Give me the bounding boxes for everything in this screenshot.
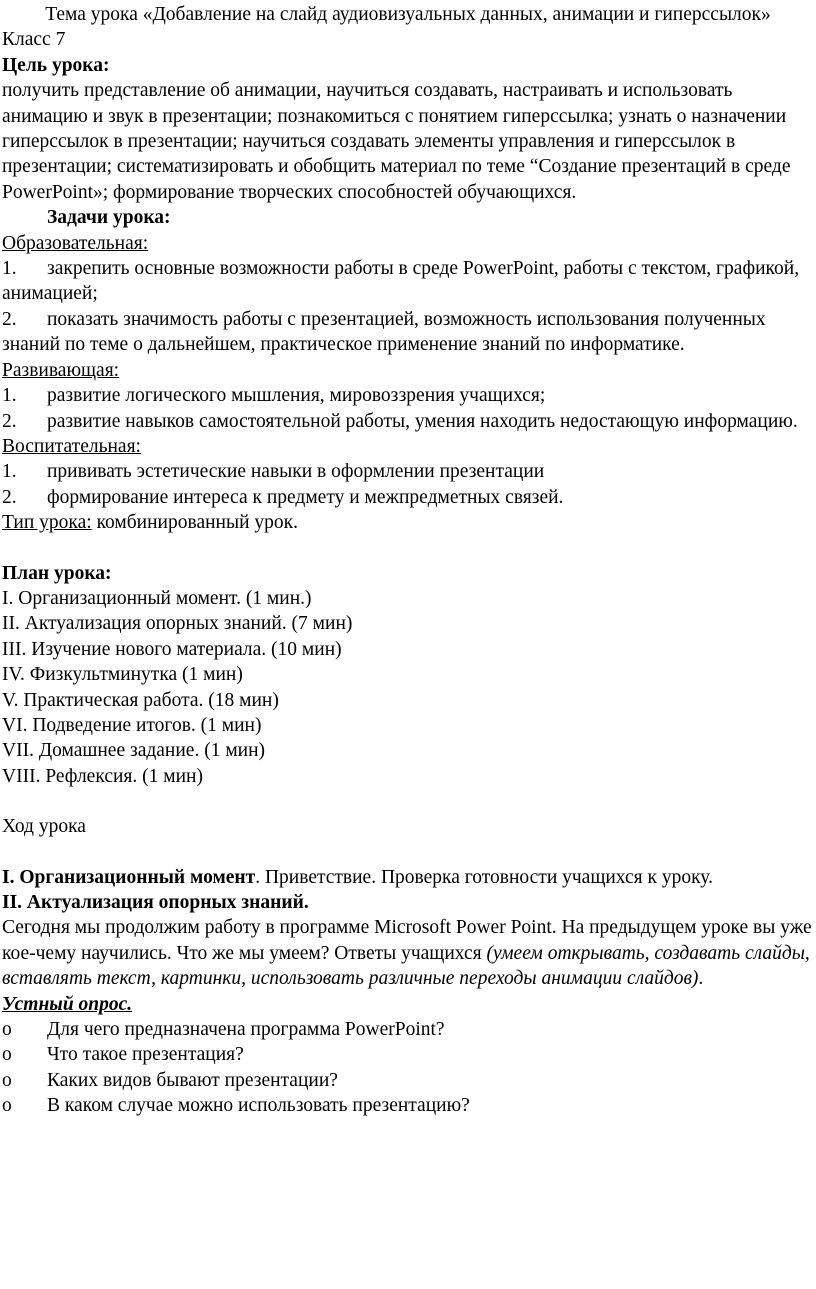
page-title: Тема урока «Добавление на слайд аудиовизуальных данных, анимации и гиперссылок»	[45, 4, 771, 25]
upbringing-label: Воспитательная:	[2, 435, 141, 457]
question-item: o Каких видов бывают презентации?	[2, 1069, 338, 1091]
course-heading: Ход урока	[2, 816, 86, 838]
list-item: 1. прививать эстетические навыки в оформлении презентации	[2, 461, 545, 483]
plan-heading: План урока:	[2, 562, 112, 584]
plan-item: VIII. Рефлексия. (1 мин)	[2, 765, 203, 787]
question-item: o Для чего предназначена программа PowerPoint?	[2, 1019, 445, 1041]
developing-label: Развивающая:	[2, 359, 120, 381]
grade: Класс 7	[2, 29, 66, 51]
lesson-type: Тип урока: комбинированный урок.	[2, 512, 298, 534]
question-item: o Что такое презентация?	[2, 1044, 244, 1066]
section-2-heading: II. Актуализация опорных знаний.	[2, 892, 309, 913]
list-item: 1. закрепить основные возможности работы в среде PowerPoint, работы с текстом, графикой, анимацией;	[2, 258, 800, 305]
plan-item: VI. Подведение итогов. (1 мин)	[2, 714, 262, 736]
tasks-heading: Задачи урока:	[47, 207, 171, 229]
list-item: 2. формирование интереса к предмету и межпредметных связей.	[2, 486, 564, 508]
plan-item: I. Организационный момент. (1 мин.)	[2, 587, 312, 609]
goal-heading: Цель урока:	[2, 54, 110, 76]
educational-label: Образовательная:	[2, 232, 149, 254]
list-item: 1. развитие логического мышления, мировоззрения учащихся;	[2, 385, 546, 407]
plan-item: VII. Домашнее задание. (1 мин)	[2, 740, 266, 762]
plan-item: V. Практическая работа. (18 мин)	[2, 689, 279, 711]
plan-item: III. Изучение нового материала. (10 мин)	[2, 638, 342, 660]
plan-item: IV. Физкультминутка (1 мин)	[2, 664, 243, 686]
plan-item: II. Актуализация опорных знаний. (7 мин)	[2, 613, 353, 635]
oral-heading: Устный опрос.	[2, 993, 133, 1015]
goal-text: получить представление об анимации, научиться создавать, настраивать и использовать анимацию и звук в презентации; познакомиться с понятием гиперссылка; узнать о назначении гиперссылок в презентации; научиться создавать элементы управления и гиперссылок в презентации; систематизировать и обобщить материал по теме “Создание презентаций в среде PowerPoint»; формирование творческих способностей обучающихся.	[2, 80, 791, 203]
list-item: 2. развитие навыков самостоятельной работы, умения находить недостающую информацию.	[2, 410, 798, 432]
list-item: 2. показать значимость работы с презентацией, возможность использования полученных знаний по теме о дальнейшем, практическое применение знаний по информатике.	[2, 308, 766, 356]
section-1: I. Организационный момент. Приветствие. Проверка готовности учащихся к уроку.	[2, 866, 713, 888]
question-item: o В каком случае можно использовать презентацию?	[2, 1095, 470, 1117]
section-2-text: Сегодня мы продолжим работу в программе Microsoft Power Point. На предыдущем уроке вы уже кое-чему научились. Что же мы умеем? Ответы учащихся (умеем открывать, создавать слайды, вставлять текст, картинки, использовать различные переходы анимации слайдов).	[2, 917, 812, 990]
